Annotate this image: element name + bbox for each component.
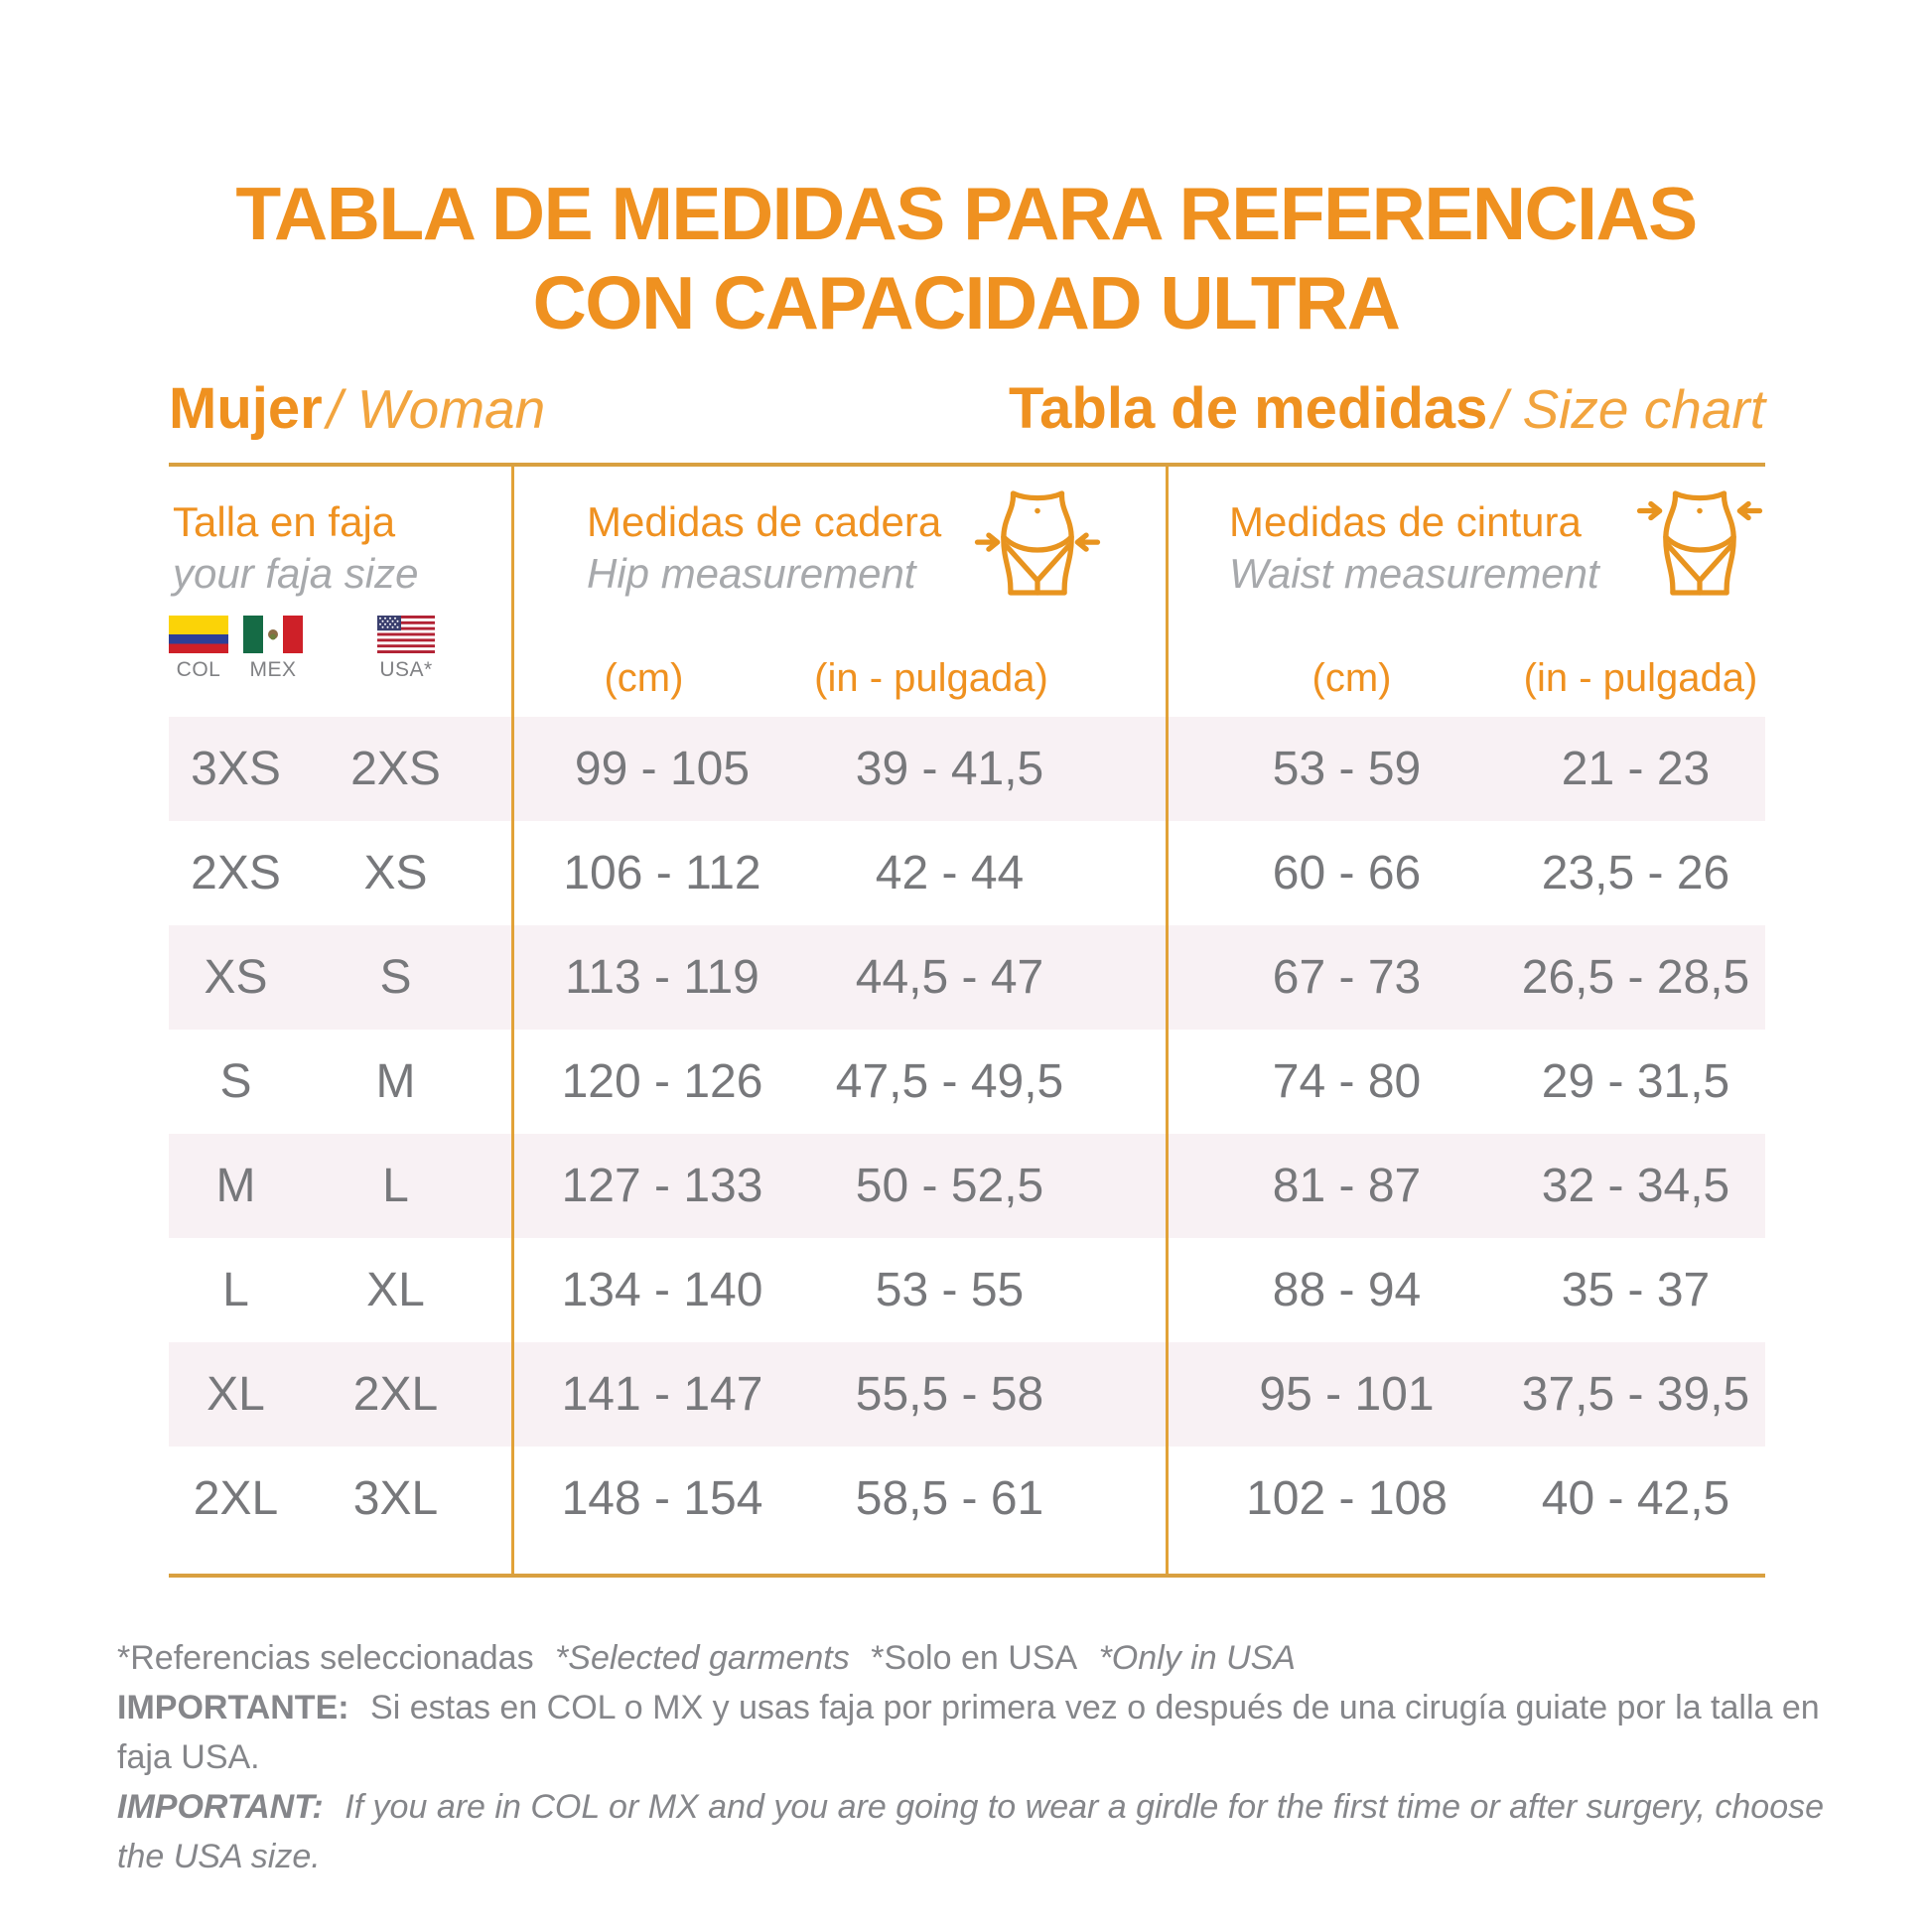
size-usa-cell: 2XS [350, 743, 441, 795]
footnote-usa-es: *Solo en USA [871, 1639, 1078, 1677]
hip-in-cell: 44,5 - 47 [855, 951, 1044, 1004]
hip-cm-cell: 99 - 105 [574, 743, 751, 795]
column-header-waist [1168, 467, 1765, 717]
mexico-flag-icon [243, 616, 303, 653]
size-col-mex-cell: XS [204, 951, 268, 1004]
size-usa-cell: 2XL [352, 1368, 439, 1421]
table-row [169, 1447, 1765, 1551]
size-col-mex-cell: 2XS [191, 847, 281, 899]
hip-in-cell: 42 - 44 [875, 847, 1025, 899]
section-header-woman [169, 375, 545, 442]
waist-cm-cell: 102 - 108 [1246, 1472, 1448, 1525]
hip-cm-cell: 120 - 126 [561, 1055, 763, 1108]
hip-title-es: Medidas de cadera [587, 498, 942, 545]
size-title-en: your faja size [173, 550, 419, 597]
size-usa-cell: XS [363, 847, 428, 899]
waist-in-cell: 40 - 42,5 [1541, 1472, 1730, 1525]
table-row [169, 821, 1765, 925]
waist-cm-cell: 67 - 73 [1272, 951, 1422, 1004]
column-header-size [169, 467, 513, 717]
hip-in-cell: 50 - 52,5 [855, 1160, 1044, 1212]
waist-cm-cell: 88 - 94 [1272, 1264, 1422, 1316]
column-divider-2 [1166, 467, 1169, 1574]
size-col-mex-cell: L [222, 1264, 249, 1316]
size-usa-cell: 3XL [352, 1472, 439, 1525]
size-col-mex-cell: XL [207, 1368, 265, 1421]
hip-unit-in: (in - pulgada) [814, 656, 1048, 700]
table-row [169, 925, 1765, 1030]
size-col-mex-cell: S [219, 1055, 252, 1108]
hip-in-cell: 39 - 41,5 [855, 743, 1044, 795]
waist-cm-cell: 95 - 101 [1259, 1368, 1435, 1421]
size-chart-label-en: / Size chart [1491, 378, 1765, 440]
waist-title-en: Waist measurement [1229, 550, 1599, 597]
flag-label-col: COL [176, 658, 221, 681]
footnote-usa-en: *Only in USA [1098, 1639, 1296, 1677]
column-divider-1 [511, 467, 514, 1574]
waist-in-cell: 32 - 34,5 [1541, 1160, 1730, 1212]
waist-in-cell: 26,5 - 28,5 [1521, 951, 1750, 1004]
waist-unit-cm: (cm) [1311, 656, 1392, 700]
flag-block-colombia [169, 616, 228, 682]
size-usa-cell: L [382, 1160, 409, 1212]
column-header-hip [513, 467, 1168, 717]
size-header-text [173, 496, 513, 600]
waist-title-es: Medidas de cintura [1229, 498, 1582, 545]
waist-in-cell: 21 - 23 [1561, 743, 1711, 795]
hip-in-cell: 53 - 55 [875, 1264, 1025, 1316]
size-table-area [169, 375, 1765, 1578]
waist-cm-cell: 53 - 59 [1272, 743, 1422, 795]
flag-row [169, 616, 513, 682]
table-row [169, 717, 1765, 821]
hip-title-en: Hip measurement [587, 550, 916, 597]
section-headers [169, 375, 1765, 459]
page-title-line1: TABLA DE MEDIDAS PARA REFERENCIAS [235, 172, 1697, 255]
table-header [169, 467, 1765, 717]
flag-label-usa: USA* [379, 658, 433, 681]
waist-units [1168, 656, 1765, 701]
hip-units [513, 656, 1168, 701]
waist-unit-in: (in - pulgada) [1523, 656, 1758, 700]
size-usa-cell: S [379, 951, 412, 1004]
table-row [169, 1030, 1765, 1134]
waist-cm-cell: 81 - 87 [1272, 1160, 1422, 1212]
hip-cm-cell: 134 - 140 [561, 1264, 763, 1316]
flag-block-mexico [243, 616, 303, 682]
footnote-references [117, 1633, 1845, 1683]
hip-cm-cell: 127 - 133 [561, 1160, 763, 1212]
size-usa-cell: XL [366, 1264, 425, 1316]
size-title-es: Talla en faja [173, 498, 396, 545]
footnote-important-en [117, 1782, 1845, 1881]
hip-cm-cell: 148 - 154 [561, 1472, 763, 1525]
size-col-mex-cell: 2XL [193, 1472, 279, 1525]
important-label: IMPORTANT: [117, 1788, 324, 1826]
size-chart-label-es: Tabla de medidas [1009, 376, 1488, 441]
hip-cm-cell: 106 - 112 [563, 847, 761, 899]
section-header-size-chart [1009, 375, 1765, 442]
hip-in-cell: 55,5 - 58 [855, 1368, 1044, 1421]
waist-in-cell: 35 - 37 [1561, 1264, 1711, 1316]
flag-block-usa [377, 616, 435, 682]
usa-flag-icon [377, 616, 435, 653]
table-body [169, 717, 1765, 1551]
waist-in-cell: 37,5 - 39,5 [1521, 1368, 1750, 1421]
hip-cm-cell: 113 - 119 [565, 951, 759, 1004]
waist-cm-cell: 60 - 66 [1272, 847, 1422, 899]
hip-in-cell: 47,5 - 49,5 [835, 1055, 1064, 1108]
size-table [169, 463, 1765, 1578]
footnote-important-es [117, 1683, 1845, 1782]
footnotes [117, 1633, 1845, 1881]
table-row [169, 1238, 1765, 1342]
hip-unit-cm: (cm) [604, 656, 684, 700]
waist-in-cell: 23,5 - 26 [1541, 847, 1730, 899]
importante-label: IMPORTANTE: [117, 1689, 349, 1726]
hip-in-cell: 58,5 - 61 [855, 1472, 1044, 1525]
important-text: If you are in COL or MX and you are going to wear a girdle for the first time or after surgery, choose the USA size. [117, 1788, 1825, 1875]
size-usa-cell: M [375, 1055, 416, 1108]
woman-label-es: Mujer [169, 376, 323, 441]
woman-label-en: / Woman [327, 378, 546, 440]
size-col-mex-cell: M [215, 1160, 256, 1212]
waist-in-cell: 29 - 31,5 [1541, 1055, 1730, 1108]
size-col-mex-cell: 3XS [191, 743, 281, 795]
page-title [0, 0, 1932, 347]
footnote-ref-es: *Referencias seleccionadas [117, 1639, 534, 1677]
hip-measurement-icon [972, 486, 1103, 600]
table-row [169, 1134, 1765, 1238]
colombia-flag-icon [169, 616, 228, 653]
flag-label-mex: MEX [249, 658, 297, 681]
waist-cm-cell: 74 - 80 [1272, 1055, 1422, 1108]
table-row [169, 1342, 1765, 1447]
footnote-ref-en: *Selected garments [555, 1639, 850, 1677]
waist-measurement-icon [1634, 486, 1765, 600]
importante-text: Si estas en COL o MX y usas faja por primera vez o después de una cirugía guiate por la talla en faja USA. [117, 1689, 1820, 1776]
hip-cm-cell: 141 - 147 [561, 1368, 763, 1421]
page-title-line2: CON CAPACIDAD ULTRA [532, 261, 1400, 345]
